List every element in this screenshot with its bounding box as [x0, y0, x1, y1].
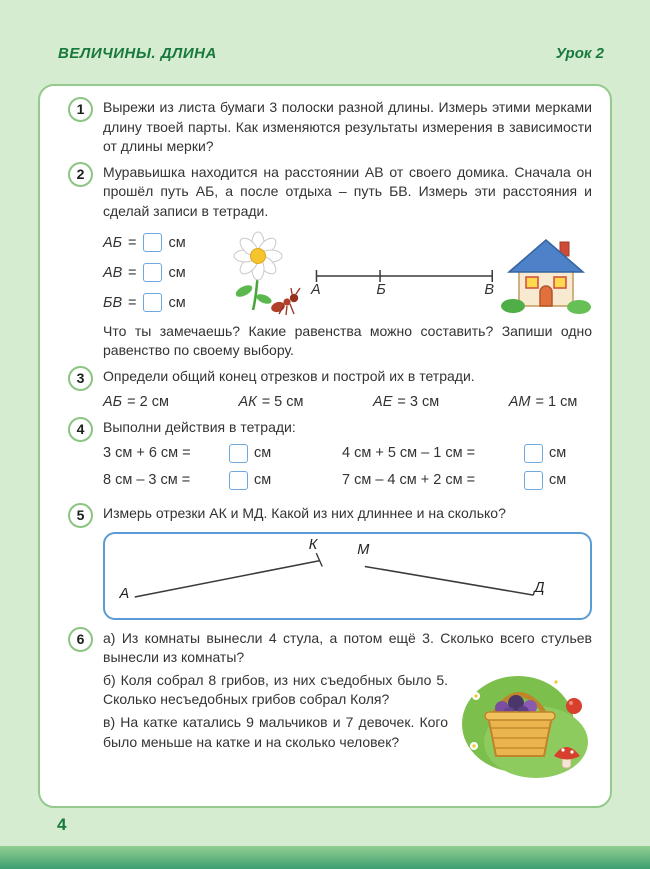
- equation: [103, 444, 342, 463]
- exercise-1-body: [103, 96, 592, 157]
- page-header: [58, 45, 604, 62]
- point-label-b: Б: [376, 281, 386, 298]
- exercise-3-number-badge: 3: [68, 366, 93, 391]
- equation-row: [103, 444, 592, 463]
- unit-label: см: [549, 445, 567, 462]
- exercise-3: [68, 365, 592, 413]
- exercise-6: [68, 626, 592, 782]
- exercise-6-body: [103, 626, 592, 782]
- exercise-4-body: [103, 416, 592, 498]
- flower-ant-icon: [221, 230, 305, 318]
- segment-line-diagram: [309, 230, 496, 318]
- segment-name: АВ: [103, 264, 123, 281]
- point-label-d: Д: [534, 579, 545, 596]
- mushroom-basket-icon: [460, 668, 592, 780]
- point-label-k: К: [308, 536, 318, 553]
- chapter-title: ВЕЛИЧИНЫ. ДЛИНА: [58, 45, 217, 62]
- exercise-2-number-badge: 2: [68, 162, 93, 187]
- ant-icon: [270, 288, 300, 315]
- exercise-2-text: Муравьишка находится на расстоянии АВ от своего домика. Сначала он прошёл путь АБ, а после отдыха – путь БВ. Измерь эти расстояния и сделай записи в тетради.: [103, 163, 592, 219]
- exercise-4-number-badge: 4: [68, 417, 93, 442]
- exercise-1-text: Вырежи из листа бумаги 3 полоски разной длины. Измерь этими мерками длину твоей парты. Как изменяются результаты измерения в зависимости от длины мерки?: [103, 99, 592, 155]
- exercise-5-number-badge: 5: [68, 503, 93, 528]
- measurement-row-bv: [103, 293, 221, 313]
- exercise-5: [68, 502, 592, 622]
- point-label-v: В: [484, 281, 494, 298]
- lesson-label: Урок 2: [555, 45, 604, 62]
- equals-sign: =: [128, 264, 137, 281]
- measurement-row-av: [103, 263, 221, 283]
- equation: [342, 471, 566, 490]
- equation: [103, 471, 342, 490]
- point-label-a: А: [119, 585, 130, 602]
- answer-box[interactable]: [143, 293, 162, 312]
- flower-ant-illustration: [221, 230, 305, 318]
- exercise-6bc-block: [103, 668, 592, 782]
- mushroom-basket-illustration: [460, 668, 592, 780]
- segment-value: АМ = 1 см: [508, 394, 578, 411]
- exercise-6-number-badge: 6: [68, 627, 93, 652]
- equation-row: [103, 471, 592, 490]
- exercise-2-body: [103, 161, 592, 361]
- answer-box[interactable]: [229, 444, 248, 463]
- equation: [342, 444, 566, 463]
- house-icon: [500, 230, 592, 318]
- exercise-6b-text: б) Коля собрал 8 грибов, из них съедобных было 5. Сколько несъедобных грибов собрал Коля?: [103, 671, 448, 708]
- measurement-block: [103, 230, 592, 318]
- segment-line: [309, 230, 496, 318]
- answer-box[interactable]: [143, 233, 162, 252]
- point-label-m: М: [357, 541, 370, 558]
- bottom-band: [0, 846, 650, 869]
- measurement-row-ab: [103, 233, 221, 253]
- exercise-2: [68, 161, 592, 361]
- exercise-3-body: [103, 365, 592, 413]
- segment-value: АЕ = 3 см: [373, 394, 440, 411]
- expression: 7 см – 4 см + 2 см =: [342, 472, 476, 489]
- unit-label: см: [549, 472, 567, 489]
- exercise-5-text: Измерь отрезки АК и МД. Какой из них длиннее и на сколько?: [103, 504, 506, 521]
- exercise-3-text: Определи общий конец отрезков и построй их в тетради.: [103, 367, 475, 384]
- answer-box[interactable]: [524, 471, 543, 490]
- segment-value: АБ = 2 см: [103, 394, 169, 411]
- exercise-6a-text: а) Из комнаты вынесли 4 стула, а потом ещё 3. Сколько всего стульев вынесли из комнаты?: [103, 629, 592, 666]
- exercise-2-followup-text: Что ты замечаешь? Какие равенства можно составить? Запиши одно равенство по своему выбору.: [103, 322, 592, 359]
- exercise-6c-text: в) На катке катались 9 мальчиков и 7 девочек. Кого было меньше на катке и на сколько человек?: [103, 713, 448, 750]
- segment-value: АК = 5 см: [238, 394, 304, 411]
- exercise-4: [68, 416, 592, 498]
- segments-diagram-box: [103, 532, 592, 620]
- segment-name: АБ: [103, 234, 123, 251]
- expression: 4 см + 5 см – 1 см =: [342, 445, 476, 462]
- segment-name: БВ: [103, 294, 123, 311]
- answer-box[interactable]: [143, 263, 162, 282]
- exercise-1-number-badge: 1: [68, 97, 93, 122]
- house-illustration: [500, 230, 592, 318]
- exercise-1: [68, 96, 592, 157]
- segment-values-row: [103, 394, 577, 410]
- measurement-list: [103, 230, 221, 318]
- unit-label: см: [254, 472, 272, 489]
- equals-sign: =: [128, 234, 137, 251]
- exercise-4-text: Выполни действия в тетради:: [103, 419, 296, 436]
- exercise-5-body: [103, 502, 592, 622]
- unit-label: см: [254, 445, 272, 462]
- unit-label: см: [168, 234, 186, 251]
- page-number: 4: [57, 815, 67, 834]
- segments-diagram: [105, 534, 590, 618]
- expression: 3 см + 6 см =: [103, 445, 191, 462]
- equals-sign: =: [128, 294, 137, 311]
- content-panel: [38, 84, 612, 808]
- equation-rows: [103, 444, 592, 490]
- answer-box[interactable]: [524, 444, 543, 463]
- unit-label: см: [168, 264, 186, 281]
- expression: 8 см – 3 см =: [103, 472, 191, 489]
- point-label-a: А: [311, 281, 321, 298]
- unit-label: см: [168, 294, 186, 311]
- answer-box[interactable]: [229, 471, 248, 490]
